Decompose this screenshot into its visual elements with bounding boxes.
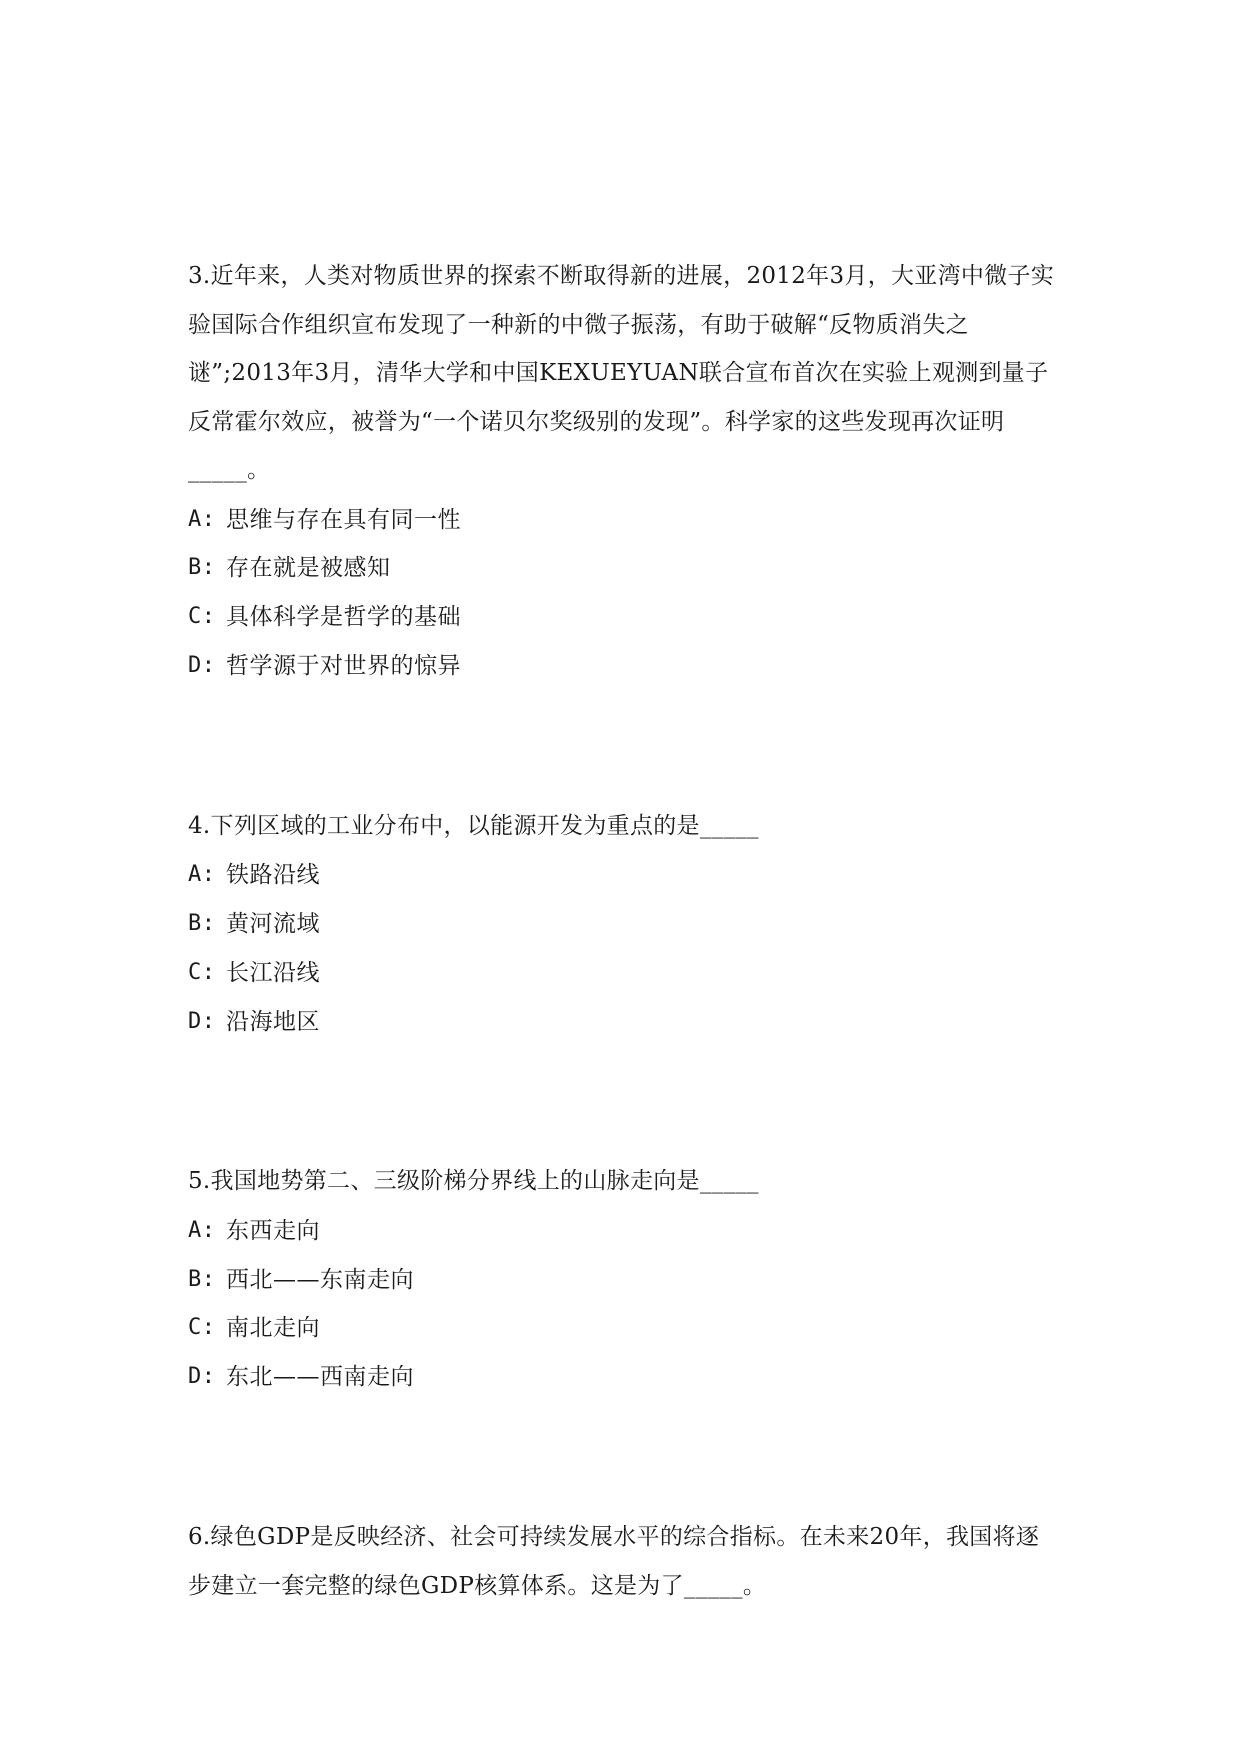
spacer [188,1402,1058,1513]
option-letter: D: [188,652,216,678]
question-stem: 5.我国地势第二、三级阶梯分界线上的山脉走向是_____ [188,1168,759,1195]
option-letter: B: [188,910,216,936]
option-letter: A: [188,862,216,888]
question-stem: 6.绿色GDP是反映经济、社会可持续发展水平的综合指标。在未来20年，我国将逐步建立一套完整的绿色GDP核算体系。这是为了_____。 [188,1524,1040,1599]
option-letter: D: [188,1008,216,1034]
option-letter: C: [188,1315,216,1341]
option-text: 铁路沿线 [226,862,320,889]
option-a [188,851,1058,900]
option-text: 沿海地区 [226,1008,320,1035]
option-text: 东西走向 [226,1217,320,1244]
option-letter: D: [188,1364,216,1390]
option-text: 西北——东南走向 [226,1266,414,1293]
spacer [188,691,1058,802]
option-letter: A: [188,1217,216,1243]
option-list [188,851,1058,1046]
option-text: 思维与存在具有同一性 [226,506,461,533]
option-b [188,544,1058,593]
option-letter: C: [188,959,216,985]
option-a [188,1207,1058,1256]
question-stem: 4.下列区域的工业分布中，以能源开发为重点的是_____ [188,812,759,839]
question-5 [188,1157,1058,1402]
option-text: 存在就是被感知 [226,555,391,582]
option-text: 南北走向 [226,1315,320,1342]
question-list [188,252,1058,1610]
option-d [188,642,1058,691]
option-letter: A: [188,506,216,532]
option-list [188,1207,1058,1402]
option-text: 东北——西南走向 [226,1364,414,1391]
option-letter: B: [188,1266,216,1292]
question-6 [188,1513,1058,1610]
question-stem: 3.近年来，人类对物质世界的探索不断取得新的进展，2012年3月，大亚湾中微子实验国际合作组织宣布发现了一种新的中微子振荡，有助于破解“反物质消失之谜”;2013年3月，清华大学和中国KEXUEYUAN联合宣布首次在实验上观测到量子反常霍尔效应，被誉为“一个诺贝尔奖级别的发现”。科学家的这些发现再次证明_____。 [188,263,1055,483]
option-d [188,998,1058,1047]
option-letter: B: [188,555,216,581]
question-3 [188,252,1058,691]
option-d [188,1353,1058,1402]
spacer [188,1046,1058,1157]
option-b [188,900,1058,949]
option-c [188,1304,1058,1353]
question-4 [188,802,1058,1047]
option-text: 具体科学是哲学的基础 [226,604,461,631]
option-b [188,1256,1058,1305]
option-text: 长江沿线 [226,959,320,986]
option-letter: C: [188,604,216,630]
option-c [188,949,1058,998]
option-list [188,496,1058,691]
option-a [188,496,1058,545]
option-c [188,593,1058,642]
option-text: 黄河流域 [226,910,320,937]
option-text: 哲学源于对世界的惊异 [226,652,461,679]
